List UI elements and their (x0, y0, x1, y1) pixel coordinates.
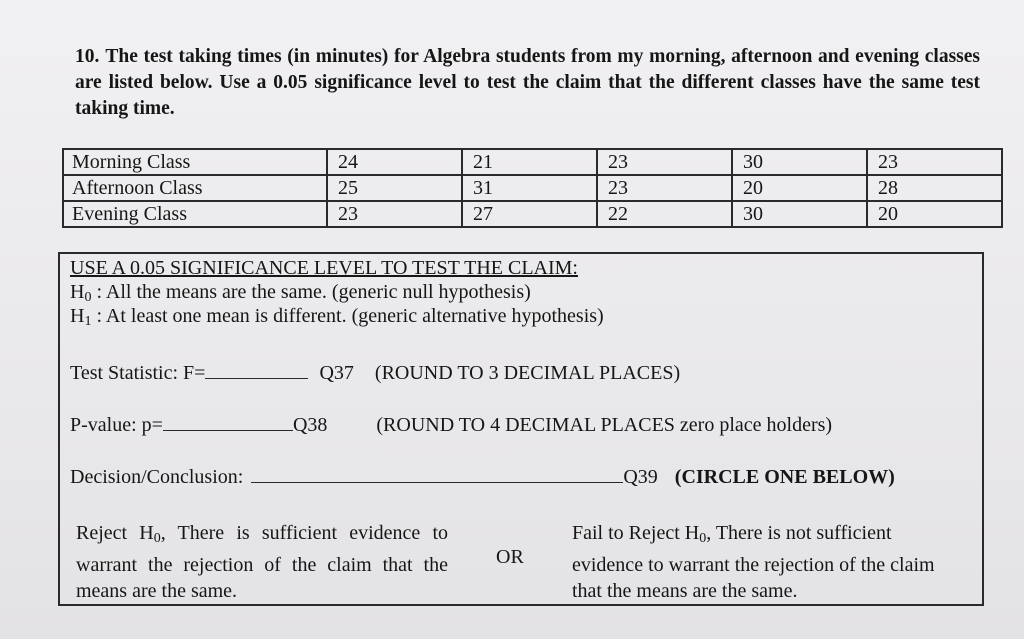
h0-symbol: H (70, 281, 85, 303)
claim-heading: USE A 0.05 SIGNIFICANCE LEVEL TO TEST THE CLAIM: (70, 257, 578, 279)
question-body: The test taking times (in minutes) for Algebra students from my morning, afternoon and evening classes are listed below. Use a 0.05 significance level to test the claim that the different classes have the same test taking time. (75, 46, 980, 119)
fail-text: , There is not sufficient evidence to warrant the rejection of the claim that the means are the same. (572, 522, 935, 602)
null-hypothesis (70, 281, 531, 306)
h1-text: : At least one mean is different. (generic alternative hypothesis) (96, 305, 604, 327)
test-statistic-row (70, 362, 680, 385)
table-cell: 21 (462, 149, 597, 175)
table-cell: 30 (732, 201, 867, 227)
p-value-label: P-value: p= (70, 414, 163, 436)
table-row (63, 149, 1002, 175)
test-statistic-label: Test Statistic: F= (70, 362, 206, 384)
reject-prefix: Reject H (76, 522, 154, 544)
table-cell: 28 (867, 175, 1002, 201)
h0-text: : All the means are the same. (generic null hypothesis) (96, 281, 531, 303)
test-times-table (62, 148, 1003, 228)
q38-label: Q38 (292, 414, 328, 436)
alternative-hypothesis (70, 305, 604, 330)
table-cell: 22 (597, 201, 732, 227)
table-cell: 23 (597, 175, 732, 201)
p-value-row (70, 414, 832, 437)
claim-box (58, 252, 984, 606)
p-value-blank[interactable] (163, 414, 293, 431)
table-cell: 31 (462, 175, 597, 201)
table-cell: 20 (867, 201, 1002, 227)
table-cell: 30 (732, 149, 867, 175)
h1-symbol: H (70, 305, 85, 327)
test-statistic-blank[interactable] (205, 362, 308, 379)
reject-option[interactable] (76, 520, 448, 604)
decision-label: Decision/Conclusion: (70, 466, 244, 488)
decision-row (70, 466, 895, 489)
table-cell: 23 (327, 201, 462, 227)
reject-subscript: 0 (153, 531, 161, 546)
table-cell: 23 (597, 149, 732, 175)
test-statistic-instruction: (ROUND TO 3 DECIMAL PLACES) (374, 362, 681, 384)
fail-prefix: Fail to Reject H (572, 522, 700, 544)
reject-text: , There is sufficient evidence to warrant the rejection of the claim that the means are the same. (76, 522, 449, 602)
or-separator: OR (496, 546, 524, 568)
q39-label: Q39 (623, 466, 658, 488)
decision-instruction: (CIRCLE ONE BELOW) (674, 466, 895, 488)
table-row (63, 175, 1002, 201)
h1-subscript: 1 (84, 314, 92, 329)
h0-subscript: 0 (84, 290, 92, 305)
table-cell: 20 (732, 175, 867, 201)
decision-blank[interactable] (251, 466, 623, 483)
fail-subscript: 0 (699, 531, 707, 546)
question-number: 10. (75, 46, 100, 67)
row-label: Evening Class (63, 201, 326, 227)
row-label: Morning Class (63, 149, 326, 175)
table-row (63, 201, 1002, 227)
row-label: Afternoon Class (63, 175, 326, 201)
p-value-instruction: (ROUND TO 4 DECIMAL PLACES zero place holders) (376, 414, 833, 436)
table-cell: 23 (867, 149, 1002, 175)
fail-to-reject-option[interactable] (572, 520, 952, 604)
table-cell: 27 (462, 201, 597, 227)
question-text (75, 44, 980, 122)
q37-label: Q37 (319, 362, 354, 384)
table-cell: 25 (327, 175, 462, 201)
table-cell: 24 (327, 149, 462, 175)
